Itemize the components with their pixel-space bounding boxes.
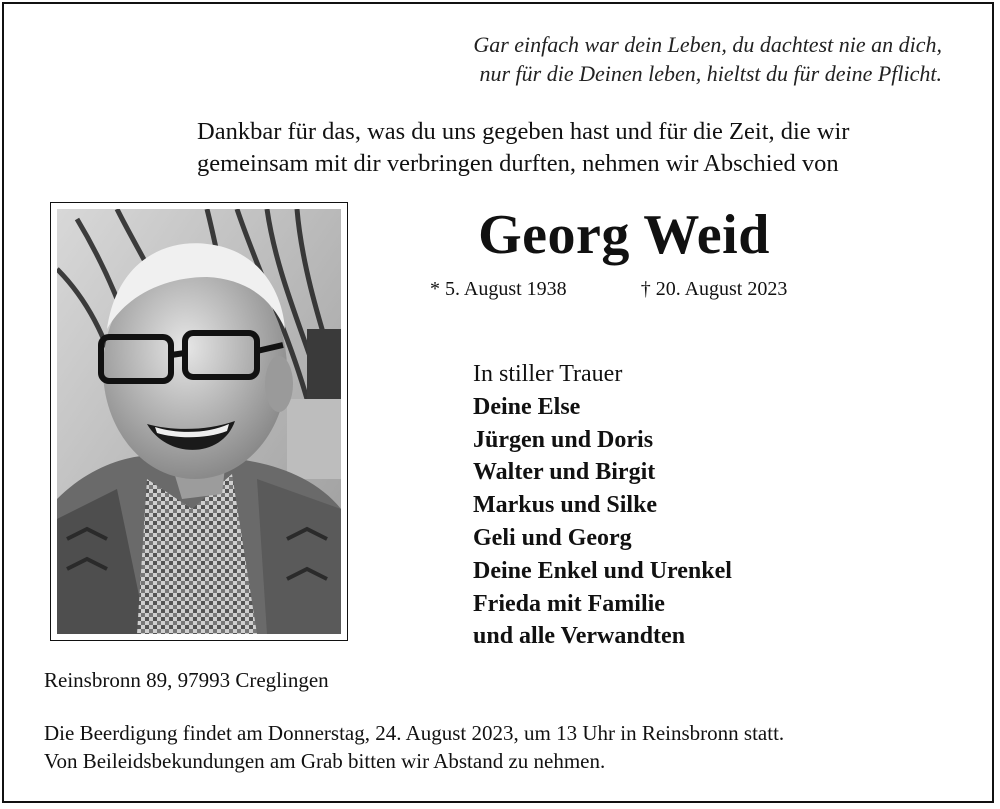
poem-line-1: Gar einfach war dein Leben, du dachtest nie an dich, <box>473 32 942 57</box>
intro-line-2: gemeinsam mit dir verbringen durften, nehmen wir Abschied von <box>197 150 839 177</box>
mourner-name: Deine Else <box>473 393 581 420</box>
intro-text <box>197 116 957 180</box>
obituary-frame <box>2 2 994 803</box>
mourner-name: Markus und Silke <box>473 492 658 519</box>
mourner-name: Jürgen und Doris <box>473 426 654 453</box>
portrait-photo <box>50 202 348 641</box>
poem-line-2: nur für die Deinen leben, hieltst du für deine Pflicht. <box>479 61 942 86</box>
mourner-name: Deine Enkel und Urenkel <box>473 557 732 584</box>
intro-line-1: Dankbar für das, was du uns gegeben hast und für die Zeit, die wir <box>197 118 850 145</box>
mourners-list <box>473 358 732 653</box>
funeral-line-1: Die Beerdigung findet am Donnerstag, 24. August 2023, um 13 Uhr in Reinsbronn statt. <box>44 721 785 745</box>
birth-date: * 5. August 1938 <box>430 278 567 300</box>
deceased-name: Georg Weid <box>478 204 770 266</box>
address: Reinsbronn 89, 97993 Creglingen <box>44 668 329 692</box>
poem <box>473 30 942 88</box>
portrait-image <box>57 209 341 634</box>
funeral-info <box>44 719 784 775</box>
mourner-name: Walter und Birgit <box>473 459 656 486</box>
mourner-name: Frieda mit Familie <box>473 590 665 617</box>
mourners-lead: In stiller Trauer <box>473 361 623 387</box>
mourner-name: und alle Verwandten <box>473 623 686 650</box>
death-date: † 20. August 2023 <box>640 278 788 300</box>
funeral-line-2: Von Beileidsbekundungen am Grab bitten wir Abstand zu nehmen. <box>44 749 606 773</box>
mourner-name: Geli und Georg <box>473 524 632 551</box>
life-dates <box>430 276 787 302</box>
